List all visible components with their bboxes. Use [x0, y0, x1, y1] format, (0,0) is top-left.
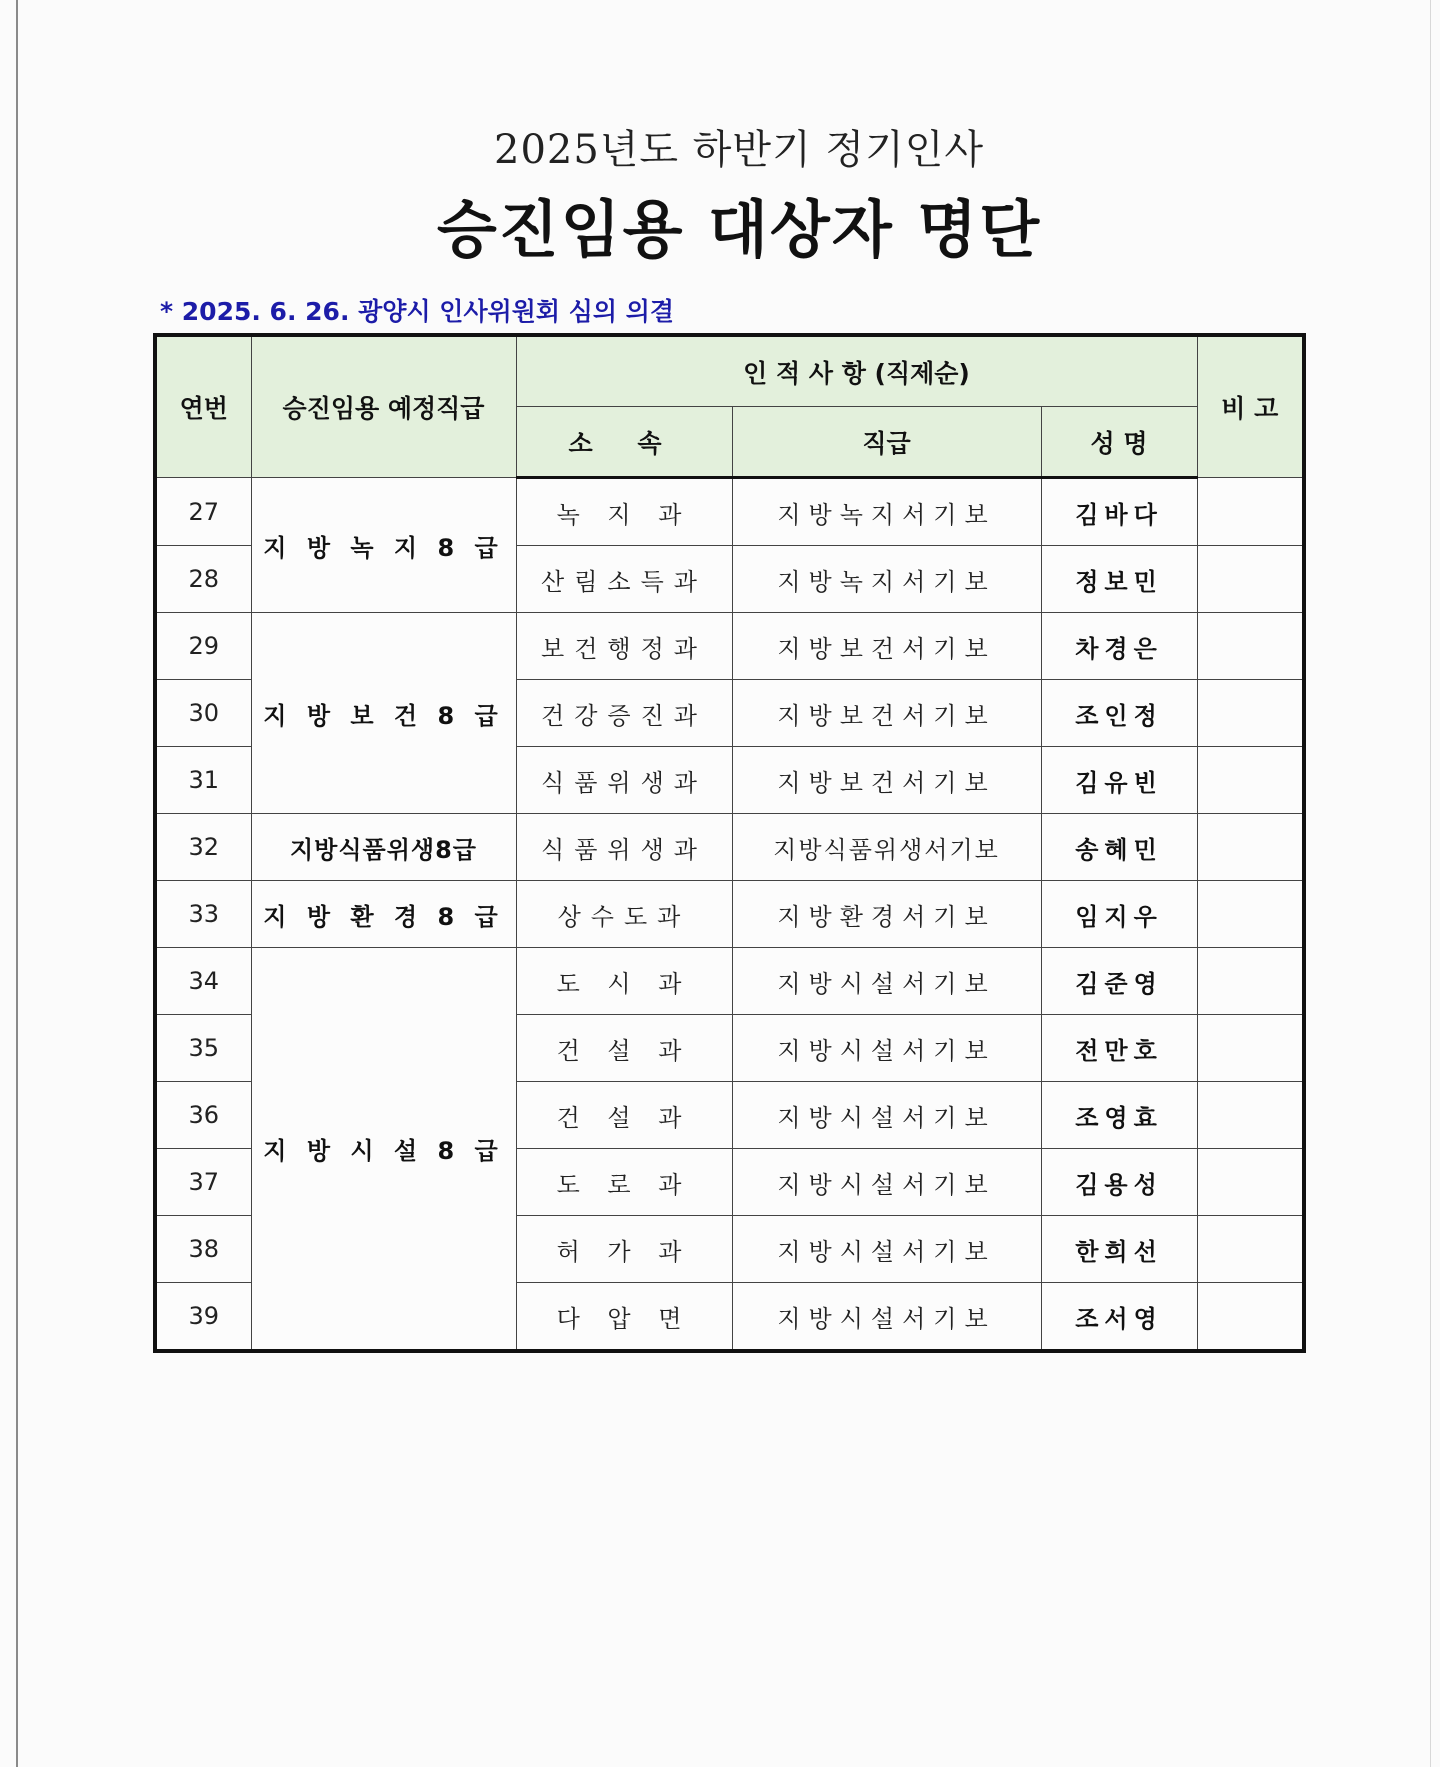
grade-cell: 지 방 녹 지 8 급 — [251, 478, 516, 613]
remarks-cell — [1197, 747, 1304, 814]
name-cell: 송혜민 — [1041, 814, 1197, 881]
header-remarks: 비 고 — [1197, 335, 1304, 478]
table-row — [155, 814, 1304, 881]
header-rank: 직급 — [732, 407, 1041, 478]
rank-cell: 지방시설서기보 — [732, 1082, 1041, 1149]
name-cell: 조서영 — [1041, 1283, 1197, 1352]
name-cell: 김준영 — [1041, 948, 1197, 1015]
name-cell: 차경은 — [1041, 613, 1197, 680]
table-row — [155, 613, 1304, 680]
remarks-cell — [1197, 478, 1304, 546]
promotion-roster-table — [153, 333, 1306, 1353]
dept-cell: 식품위생과 — [516, 747, 732, 814]
table-row — [155, 881, 1304, 948]
rank-cell: 지방시설서기보 — [732, 948, 1041, 1015]
rank-cell: 지방시설서기보 — [732, 1283, 1041, 1352]
rank-cell: 지방녹지서기보 — [732, 478, 1041, 546]
dept-cell: 허 가 과 — [516, 1216, 732, 1283]
header-name: 성 명 — [1041, 407, 1197, 478]
remarks-cell — [1197, 948, 1304, 1015]
remarks-cell — [1197, 1082, 1304, 1149]
remarks-cell — [1197, 1283, 1304, 1352]
dept-cell: 건 설 과 — [516, 1082, 732, 1149]
remarks-cell — [1197, 1015, 1304, 1082]
row-no: 27 — [155, 478, 251, 546]
dept-cell: 도 시 과 — [516, 948, 732, 1015]
table-row — [155, 948, 1304, 1015]
remarks-cell — [1197, 881, 1304, 948]
row-no: 30 — [155, 680, 251, 747]
name-cell: 김바다 — [1041, 478, 1197, 546]
dept-cell: 건 설 과 — [516, 1015, 732, 1082]
dept-cell: 보건행정과 — [516, 613, 732, 680]
row-no: 39 — [155, 1283, 251, 1352]
grade-cell: 지 방 보 건 8 급 — [251, 613, 516, 814]
name-cell: 조영효 — [1041, 1082, 1197, 1149]
row-no: 29 — [155, 613, 251, 680]
remarks-cell — [1197, 1149, 1304, 1216]
table-row — [155, 478, 1304, 546]
dept-cell: 도 로 과 — [516, 1149, 732, 1216]
header-no: 연번 — [155, 335, 251, 478]
row-no: 33 — [155, 881, 251, 948]
remarks-cell — [1197, 1216, 1304, 1283]
row-no: 34 — [155, 948, 251, 1015]
grade-cell: 지방식품위생8급 — [251, 814, 516, 881]
row-no: 28 — [155, 546, 251, 613]
rank-cell: 지방식품위생서기보 — [732, 814, 1041, 881]
row-no: 36 — [155, 1082, 251, 1149]
row-no: 37 — [155, 1149, 251, 1216]
rank-cell: 지방시설서기보 — [732, 1149, 1041, 1216]
rank-cell: 지방보건서기보 — [732, 613, 1041, 680]
name-cell: 정보민 — [1041, 546, 1197, 613]
header-personnel: 인 적 사 항 (직제순) — [516, 335, 1197, 407]
document-title: 승진임용 대상자 명단 — [436, 193, 1042, 266]
name-cell: 조인정 — [1041, 680, 1197, 747]
name-cell: 한희선 — [1041, 1216, 1197, 1283]
remarks-cell — [1197, 680, 1304, 747]
name-cell: 임지우 — [1041, 881, 1197, 948]
remarks-cell — [1197, 546, 1304, 613]
document-subtitle: 2025년도 하반기 정기인사 — [494, 127, 984, 173]
rank-cell: 지방환경서기보 — [732, 881, 1041, 948]
grade-cell: 지 방 시 설 8 급 — [251, 948, 516, 1352]
row-no: 31 — [155, 747, 251, 814]
header-grade: 승진임용 예정직급 — [251, 335, 516, 478]
row-no: 35 — [155, 1015, 251, 1082]
dept-cell: 녹 지 과 — [516, 478, 732, 546]
rank-cell: 지방보건서기보 — [732, 680, 1041, 747]
rank-cell: 지방시설서기보 — [732, 1216, 1041, 1283]
row-no: 32 — [155, 814, 251, 881]
header-dept: 소 속 — [516, 407, 732, 478]
remarks-cell — [1197, 613, 1304, 680]
name-cell: 김용성 — [1041, 1149, 1197, 1216]
dept-cell: 산림소득과 — [516, 546, 732, 613]
name-cell: 김유빈 — [1041, 747, 1197, 814]
dept-cell: 건강증진과 — [516, 680, 732, 747]
rank-cell: 지방시설서기보 — [732, 1015, 1041, 1082]
header-row-top — [155, 335, 1304, 407]
remarks-cell — [1197, 814, 1304, 881]
row-no: 38 — [155, 1216, 251, 1283]
resolution-note: * 2025. 6. 26. 광양시 인사위원회 심의 의결 — [160, 297, 675, 326]
dept-cell: 다 압 면 — [516, 1283, 732, 1352]
dept-cell: 식품위생과 — [516, 814, 732, 881]
rank-cell: 지방보건서기보 — [732, 747, 1041, 814]
rank-cell: 지방녹지서기보 — [732, 546, 1041, 613]
grade-cell: 지 방 환 경 8 급 — [251, 881, 516, 948]
name-cell: 전만호 — [1041, 1015, 1197, 1082]
dept-cell: 상수도과 — [516, 881, 732, 948]
